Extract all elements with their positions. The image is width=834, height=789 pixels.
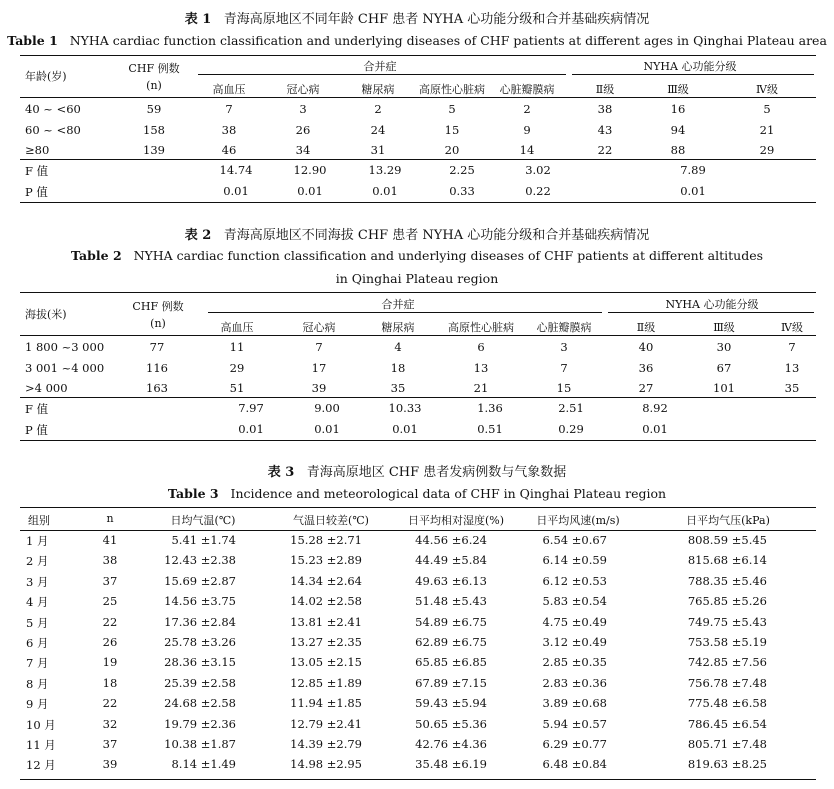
table3-value: 12.43 ±2.38: [164, 553, 236, 568]
table3-value: 753.58 ±5.19: [687, 635, 767, 649]
table3-value: 12.85 ±1.89: [290, 675, 362, 690]
table3-value: 13.27 ±2.35: [290, 635, 362, 649]
table3-value: 6.14 ±0.59: [542, 553, 607, 568]
table1-group-comorbid: 合并症: [363, 60, 397, 73]
table3-header: n: [106, 512, 114, 525]
table1-subheader: Ⅱ级: [595, 83, 615, 96]
table2-header-rule: [20, 335, 816, 336]
table1-caption-cn: [0, 8, 834, 27]
table1-row-n: 158: [143, 122, 165, 137]
table2-cell: 7: [560, 360, 568, 375]
table1-subheader: Ⅳ级: [756, 83, 778, 96]
table2-cell: 35: [390, 381, 406, 395]
table3-value: 50.65 ±5.36: [415, 716, 487, 731]
table2-caption-cn-text: 青海高原地区不同海拔 CHF 患者 NYHA 心功能分级和合并基础疾病情况: [223, 228, 650, 243]
table3-value: 4.75 ±0.49: [542, 614, 607, 629]
table2-row-label: >4 000: [25, 381, 68, 395]
table3-n: 22: [102, 614, 118, 629]
table2-cell: 13: [473, 360, 489, 375]
table3-month: 7 月: [26, 656, 49, 671]
table1-f-value: 14.74: [219, 163, 253, 177]
table1-cell: 14: [519, 143, 535, 157]
table2-group-comorbid: 合并症: [381, 298, 415, 311]
table3-value: 51.48 ±5.43: [415, 594, 487, 609]
table1-cell: 22: [597, 143, 613, 157]
table3-value: 8.14 ±1.49: [171, 757, 236, 772]
table1-row-n: 59: [146, 102, 162, 116]
table1-bottom-rule: [20, 202, 816, 203]
table1-subheader: 高血压: [212, 83, 246, 96]
table1-cell: 38: [221, 122, 237, 137]
table1-cell: 34: [295, 143, 311, 157]
table1-cell: 2: [374, 102, 382, 116]
table3-value: 24.68 ±2.58: [164, 696, 236, 711]
table1-cell: 38: [597, 102, 613, 116]
table1-cell: 2: [523, 102, 531, 116]
table1-subheader: Ⅲ级: [667, 83, 689, 96]
table1-cell: 20: [444, 143, 460, 157]
table1-p-value: 0.01: [297, 184, 323, 198]
table2-subheader: 高血压: [220, 321, 254, 334]
table3-n: 37: [102, 573, 118, 588]
table3-value: 756.78 ±7.48: [687, 675, 767, 690]
table1-p-value: 0.22: [525, 184, 551, 198]
table2-p-label: P 值: [25, 423, 48, 437]
table3-caption-cn-text: 青海高原地区 CHF 患者发病例数与气象数据: [306, 465, 567, 480]
table2-f-label: F 值: [25, 402, 49, 416]
table1-cell: 24: [370, 122, 386, 137]
table3-value: 49.63 ±6.13: [415, 573, 487, 588]
table3-n: 18: [102, 675, 118, 690]
table3-bottom-rule: [20, 779, 816, 780]
table2-group-rule-nyha: [608, 312, 814, 313]
table2-p-value: 0.29: [558, 422, 584, 436]
table1-caption-en: [0, 33, 834, 48]
table3-value: 6.48 ±0.84: [542, 757, 607, 772]
table3-month: 8 月: [26, 676, 49, 691]
table1-p-label: P 值: [25, 185, 48, 199]
table2-cell: 7: [788, 340, 796, 354]
table2-cell: 101: [713, 381, 735, 395]
table2-top-rule: [20, 292, 816, 293]
table3-value: 44.49 ±5.84: [415, 553, 487, 568]
table1-f-value: 7.89: [680, 163, 706, 177]
table3-month: 6 月: [26, 636, 49, 650]
table2-bottom-rule: [20, 440, 816, 441]
table3-caption-cn: [0, 461, 834, 480]
table3-n: 25: [102, 594, 118, 609]
table2-chf-n: (n): [150, 317, 166, 330]
table3-value: 6.54 ±0.67: [542, 533, 607, 547]
table2-cell: 67: [716, 360, 732, 375]
table2-caption-en-text: NYHA cardiac function classification and underlying diseases of CHF patients at different altitudes: [133, 248, 764, 263]
table2-p-value: 0.51: [477, 422, 503, 436]
table3-caption-cn-label: 表 3: [267, 465, 295, 480]
table2-subheader: 冠心病: [302, 321, 336, 334]
table3-header: 日均气温(℃): [170, 514, 236, 527]
table2-f-value: 7.97: [238, 401, 264, 415]
table2-cell: 7: [315, 340, 323, 354]
table3-value: 15.69 ±2.87: [164, 573, 236, 588]
table1-row-header: 年龄(岁): [25, 70, 67, 83]
table3-value: 6.29 ±0.77: [542, 737, 607, 751]
table3-n: 41: [102, 533, 118, 547]
table2-stat-rule: [20, 397, 816, 398]
table3-value: 749.75 ±5.43: [687, 614, 767, 629]
table3-value: 2.85 ±0.35: [542, 655, 607, 670]
table2-cell: 39: [311, 381, 327, 395]
table1-subheader: 心脏瓣膜病: [499, 83, 555, 96]
table2-f-value: 9.00: [314, 401, 340, 415]
table3-value: 25.78 ±3.26: [164, 635, 236, 649]
table2-row-n: 116: [146, 360, 168, 375]
table1-cell: 94: [670, 122, 686, 137]
table3-n: 26: [102, 635, 118, 649]
table3-value: 788.35 ±5.46: [687, 573, 767, 588]
table2-row-header: 海拔(米): [25, 308, 67, 321]
table2-f-value: 8.92: [642, 401, 668, 415]
table2-group-rule-comorbid: [208, 312, 602, 313]
table1-caption-cn-text: 青海高原地区不同年龄 CHF 患者 NYHA 心功能分级和合并基础疾病情况: [223, 12, 650, 27]
table3-value: 6.12 ±0.53: [542, 573, 607, 588]
table3-value: 12.79 ±2.41: [290, 716, 362, 731]
table3-value: 19.79 ±2.36: [164, 716, 236, 731]
table1-subheader: 高原性心脏病: [419, 83, 485, 96]
table3-value: 14.02 ±2.58: [290, 594, 362, 609]
table2-row-n: 163: [146, 381, 168, 395]
table2-cell: 15: [556, 381, 572, 395]
table3-n: 19: [102, 655, 118, 670]
table3-value: 14.39 ±2.79: [290, 737, 362, 751]
table3-month: 2 月: [26, 554, 49, 569]
table2-caption-cn: [0, 224, 834, 243]
table3-value: 5.94 ±0.57: [542, 716, 607, 731]
table2-f-value: 2.51: [558, 401, 584, 415]
table2-cell: 29: [229, 360, 245, 375]
table3-caption-en-text: Incidence and meteorological data of CHF in Qinghai Plateau region: [230, 486, 667, 501]
table2-cell: 51: [229, 381, 245, 395]
table3-month: 4 月: [26, 595, 49, 610]
table3-value: 59.43 ±5.94: [415, 696, 487, 711]
table2-caption-cn-label: 表 2: [184, 228, 212, 243]
table2-subheader: Ⅱ级: [636, 321, 656, 334]
table2-subheader: 心脏瓣膜病: [536, 321, 592, 334]
table3-value: 14.98 ±2.95: [290, 757, 362, 772]
table2-subheader: 糖尿病: [381, 321, 415, 334]
table3-value: 3.89 ±0.68: [542, 696, 607, 711]
table3-value: 5.41 ±1.74: [171, 533, 236, 547]
table3-value: 805.71 ±7.48: [687, 737, 767, 751]
table2-caption-en-1: [0, 248, 834, 263]
table3-value: 15.28 ±2.71: [290, 533, 362, 547]
table2-cell: 36: [638, 360, 654, 375]
table3-month: 10 月: [26, 717, 56, 732]
table3-n: 37: [102, 737, 118, 751]
table2-cell: 3: [560, 340, 568, 354]
table3-caption-en-label: Table 3: [167, 486, 219, 501]
table1-f-value: 3.02: [525, 163, 551, 177]
table2-subheader: Ⅳ级: [781, 321, 803, 334]
table3-value: 14.34 ±2.64: [290, 573, 362, 588]
table1-cell: 5: [448, 102, 456, 116]
table2-cell: 40: [638, 340, 654, 354]
table1-row-n: 139: [143, 143, 165, 157]
table2-row-label: 3 001 ~4 000: [25, 360, 105, 375]
table2-cell: 17: [311, 360, 327, 375]
table2-row-n: 77: [149, 340, 165, 354]
table1-subheader: 糖尿病: [361, 83, 395, 96]
table2-chf-header: CHF 例数: [132, 300, 184, 313]
table2-cell: 6: [477, 340, 485, 354]
table2-cell: 27: [638, 381, 654, 395]
table3-value: 10.38 ±1.87: [164, 737, 236, 751]
table3-header: 日平均风速(m/s): [536, 514, 620, 527]
table1-stat-rule: [20, 159, 816, 160]
table3-month: 11 月: [26, 738, 56, 752]
table3-month: 9 月: [26, 697, 49, 712]
table1-p-value: 0.33: [449, 184, 475, 198]
table3-value: 819.63 ±8.25: [687, 757, 767, 772]
table3-header: 日平均气压(kPa): [686, 514, 770, 527]
table2-cell: 11: [229, 340, 245, 354]
table1-chf-n: (n): [146, 79, 162, 92]
table3-header: 气温日较差(℃): [293, 514, 369, 527]
table2-group-nyha: NYHA 心功能分级: [665, 298, 759, 311]
table1-cell: 21: [759, 122, 775, 137]
table1-p-value: 0.01: [680, 184, 706, 198]
table1-group-rule-comorbid: [198, 74, 566, 75]
table3-header: 组别: [28, 514, 50, 527]
table1-f-label: F 值: [25, 164, 49, 178]
table3-value: 42.76 ±4.36: [415, 737, 487, 751]
table3-value: 3.12 ±0.49: [542, 635, 607, 649]
table1-cell: 16: [670, 102, 686, 116]
table1-row-label: ≥80: [25, 143, 50, 157]
table2-caption-en-label: Table 2: [70, 248, 122, 263]
table1-cell: 7: [225, 102, 233, 116]
table1-f-value: 13.29: [368, 163, 402, 177]
table3-header: 日平均相对湿度(%): [407, 514, 505, 527]
table3-value: 67.89 ±7.15: [415, 675, 487, 690]
table2-cell: 4: [394, 340, 402, 354]
table1-top-rule: [20, 55, 816, 56]
table3-n: 22: [102, 696, 118, 711]
table2-p-value: 0.01: [238, 422, 264, 436]
table2-cell: 18: [390, 360, 406, 375]
table2-f-value: 1.36: [477, 401, 503, 415]
table1-row-label: 60 ~ <80: [25, 122, 81, 137]
table1-cell: 46: [221, 143, 237, 157]
table1-cell: 43: [597, 122, 613, 137]
table1-header-rule: [20, 97, 816, 98]
table1-f-value: 12.90: [293, 163, 327, 177]
table3-value: 28.36 ±3.15: [164, 655, 236, 670]
table3-value: 15.23 ±2.89: [290, 553, 362, 568]
table2-caption-en-2: in Qinghai Plateau region: [335, 271, 499, 286]
table1-cell: 3: [299, 102, 307, 116]
table3-top-rule: [20, 507, 816, 508]
table3-value: 808.59 ±5.45: [687, 533, 767, 547]
table2-f-value: 10.33: [388, 401, 422, 415]
table1-caption-cn-label: 表 1: [184, 12, 212, 27]
table1-subheader: 冠心病: [286, 83, 320, 96]
table3-value: 62.89 ±6.75: [415, 635, 487, 649]
table3-value: 54.89 ±6.75: [415, 614, 487, 629]
table3-value: 17.36 ±2.84: [164, 614, 236, 629]
table3-value: 815.68 ±6.14: [687, 553, 767, 568]
table1-group-rule-nyha: [572, 74, 814, 75]
table1-cell: 9: [523, 122, 531, 137]
table3-value: 13.81 ±2.41: [290, 614, 362, 629]
table3-value: 14.56 ±3.75: [164, 594, 236, 609]
table3-value: 44.56 ±6.24: [415, 533, 487, 547]
table3-value: 786.45 ±6.54: [687, 716, 767, 731]
table3-value: 25.39 ±2.58: [164, 675, 236, 690]
table1-cell: 31: [370, 143, 386, 157]
table1-cell: 29: [759, 143, 775, 157]
table1-f-value: 2.25: [449, 163, 475, 177]
table1-p-value: 0.01: [223, 184, 249, 198]
table2-p-value: 0.01: [314, 422, 340, 436]
table3-n: 39: [102, 757, 118, 772]
table3-header-rule: [20, 530, 816, 531]
table3-value: 5.83 ±0.54: [542, 594, 607, 609]
table2-subheader: Ⅲ级: [713, 321, 735, 334]
table1-cell: 15: [444, 122, 460, 137]
table1-caption-en-label: Table 1: [7, 33, 58, 48]
table3-month: 12 月: [26, 758, 56, 773]
table1-cell: 5: [763, 102, 771, 116]
table1-chf-header: CHF 例数: [128, 62, 180, 75]
table3-month: 3 月: [26, 574, 49, 589]
table3-month: 1 月: [26, 534, 49, 548]
table3-month: 5 月: [26, 615, 49, 630]
table3-value: 775.48 ±6.58: [687, 696, 767, 711]
table3-n: 32: [102, 716, 118, 731]
table2-row-label: 1 800 ~3 000: [25, 340, 105, 354]
table2-cell: 13: [784, 360, 800, 375]
table3-value: 11.94 ±1.85: [290, 696, 362, 711]
table2-subheader: 高原性心脏病: [448, 321, 514, 334]
table2-cell: 35: [784, 381, 800, 395]
table3-value: 765.85 ±5.26: [687, 594, 767, 609]
table3-value: 35.48 ±6.19: [415, 757, 487, 772]
table3-value: 742.85 ±7.56: [687, 655, 767, 670]
table1-cell: 88: [670, 143, 686, 157]
table1-row-label: 40 ~ <60: [25, 102, 81, 116]
table3-n: 38: [102, 553, 118, 568]
table1-p-value: 0.01: [372, 184, 398, 198]
table1-group-nyha: NYHA 心功能分级: [643, 60, 737, 73]
table2-p-value: 0.01: [392, 422, 418, 436]
table3-value: 2.83 ±0.36: [542, 675, 607, 690]
table2-cell: 30: [716, 340, 732, 354]
table3-value: 65.85 ±6.85: [415, 655, 487, 670]
table3-caption-en: [0, 486, 834, 501]
table2-cell: 21: [473, 381, 489, 395]
table1-caption-en-text: NYHA cardiac function classification and underlying diseases of CHF patients at different ages in Qinghai Plateau area: [69, 33, 827, 48]
table3-value: 13.05 ±2.15: [290, 655, 362, 670]
table1-cell: 26: [295, 122, 311, 137]
table2-p-value: 0.01: [642, 422, 668, 436]
